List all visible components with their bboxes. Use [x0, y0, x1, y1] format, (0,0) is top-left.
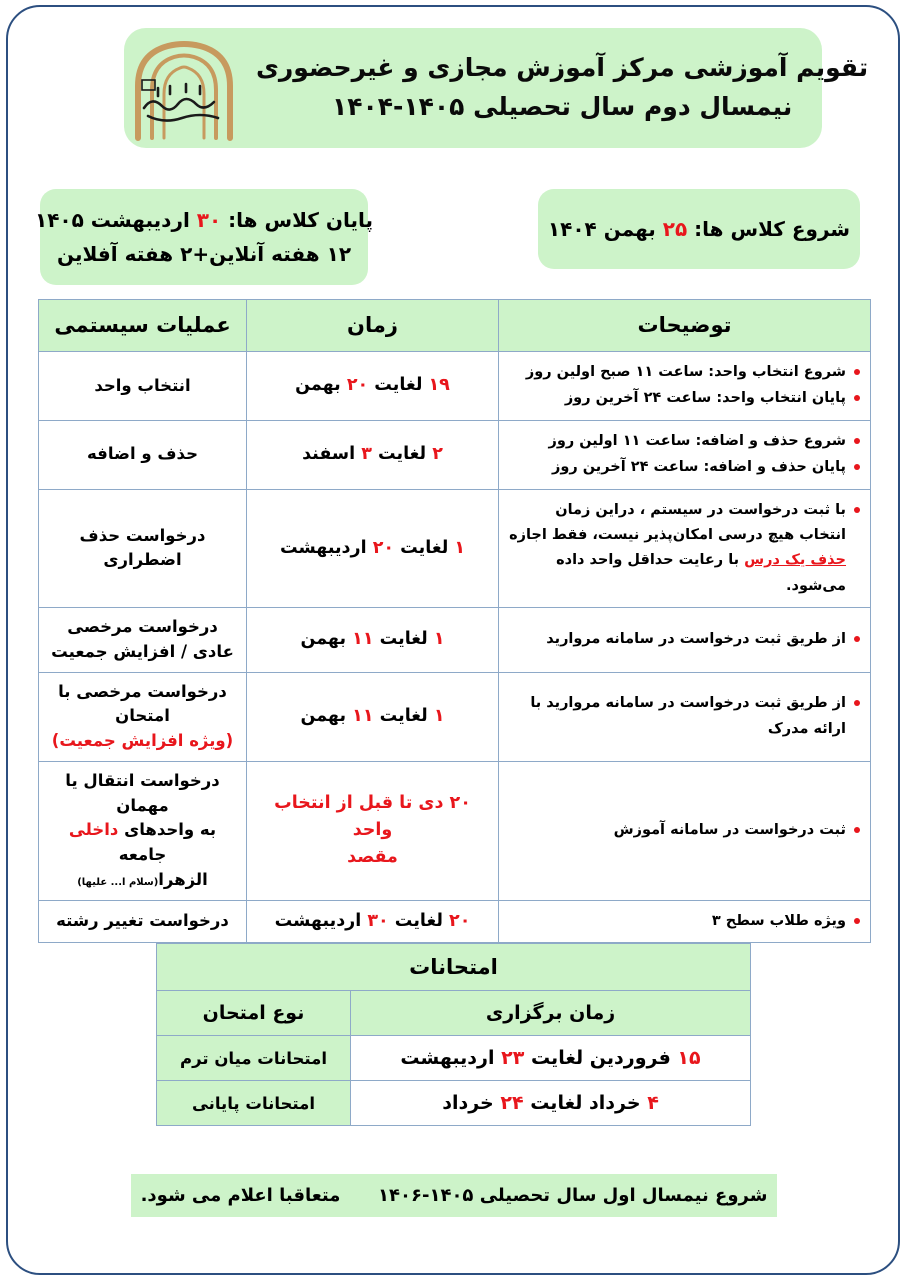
dome-arch-icon: [124, 34, 244, 142]
classes-end-day: ۳۰: [196, 208, 222, 232]
university-logo: [124, 34, 244, 142]
header-banner: [124, 28, 869, 148]
exam-start-day: ۴: [647, 1092, 659, 1114]
list-item: از طریق ثبت درخواست در سامانه مروارید: [507, 627, 862, 652]
classes-end-suffix: اردیبهشت ۱۴۰۵: [34, 208, 197, 232]
time-connector: لغایت: [388, 910, 450, 931]
list-item: پایان حذف و اضافه: ساعت ۲۴ آخرین روز: [507, 455, 862, 480]
operation-line3-main: الزهرا: [158, 869, 208, 889]
time-month: بهمن: [295, 375, 347, 396]
row-description: [499, 420, 871, 489]
footer-note-text: شروع نیمسال اول سال تحصیلی ۱۴۰۵-۱۴۰۶ متعاقبا اعلام می شود.: [140, 1185, 768, 1206]
row-time: [247, 489, 499, 608]
table-row: [39, 900, 871, 942]
exam-connector: خرداد لغایت: [523, 1092, 648, 1114]
time-connector: لغایت: [368, 375, 429, 396]
row-operation: انتخاب واحد: [39, 352, 247, 421]
row-operation: [39, 761, 247, 900]
classes-end-prefix: پایان کلاس ها:: [221, 208, 373, 232]
exams-table: [156, 943, 751, 1126]
header-title-line1: تقویم آموزشی مرکز آموزش مجازی و غیرحضوری: [256, 53, 869, 83]
time-connector: لغایت: [371, 444, 433, 465]
table-row: [39, 672, 871, 761]
row-operation: درخواست حذف اضطراری: [39, 489, 247, 608]
classes-start-prefix: شروع کلاس ها:: [687, 217, 851, 241]
header-operation: عملیات سیستمی: [39, 300, 247, 352]
footer-note-box: [131, 1174, 777, 1217]
system-operations-table: [38, 299, 871, 943]
row-time: [247, 900, 499, 942]
table-header-row: [39, 300, 871, 352]
operation-line2: عادی / افزایش جمعیت: [51, 641, 234, 661]
exam-type: امتحانات میان ترم: [157, 1036, 351, 1081]
operation-line2-post: جامعه: [118, 845, 167, 864]
time-start-day: ۲۰: [449, 910, 471, 931]
table-row: [39, 420, 871, 489]
time-month: بهمن: [300, 629, 353, 650]
table-row: [157, 1036, 751, 1081]
exam-time: [351, 1081, 751, 1126]
classes-week-breakdown: ۱۲ هفته آنلاین+۲ هفته آفلاین: [56, 242, 352, 266]
time-end-day: ۲۰: [372, 537, 395, 558]
row-description: [499, 761, 871, 900]
exam-start-day: ۱۵: [677, 1047, 701, 1069]
operation-line2-note: (ویژه افزایش جمعیت): [51, 731, 234, 750]
classes-start-text: [548, 212, 850, 246]
exams-header-time: زمان برگزاری: [351, 991, 751, 1036]
time-month: بهمن: [300, 706, 353, 727]
exams-header-type: نوع امتحان: [157, 991, 351, 1036]
table-row: [39, 608, 871, 673]
desc-highlight: حذف یک درس: [744, 552, 846, 569]
list-item: پایان انتخاب واحد: ساعت ۲۴ آخرین روز: [507, 386, 862, 411]
operation-line2-highlight: داخلی: [68, 820, 119, 840]
row-time: [247, 420, 499, 489]
list-item: شروع انتخاب واحد: ساعت ۱۱ صبح اولین روز: [507, 360, 862, 385]
operation-line2: [47, 818, 238, 868]
time-start-day: ۱: [454, 537, 466, 558]
time-line1: [255, 790, 490, 844]
time-connector: لغایت: [373, 629, 434, 650]
exam-end-day: ۲۴: [500, 1092, 524, 1114]
operation-line3: [47, 868, 238, 893]
table-row: [157, 1081, 751, 1126]
exam-end-day: ۲۳: [501, 1047, 525, 1069]
operation-line2-pre: به واحدهای: [118, 820, 217, 840]
row-description: [499, 672, 871, 761]
operation-line1: درخواست انتقال یا مهمان: [65, 770, 220, 815]
time-end-day: ۳: [361, 444, 372, 465]
classes-start-suffix: بهمن ۱۴۰۴: [547, 217, 663, 241]
header-title-block: [246, 49, 872, 127]
list-item: ثبت درخواست در سامانه آموزش: [507, 818, 862, 843]
row-time: [247, 352, 499, 421]
row-description: [499, 489, 871, 608]
exam-connector: فروردین لغایت: [524, 1047, 678, 1069]
exam-type: امتحانات پایانی: [157, 1081, 351, 1126]
classes-end-box: [34, 189, 373, 285]
time-start-day: ۱: [433, 629, 445, 650]
row-time: [247, 672, 499, 761]
row-description: [499, 608, 871, 673]
time-start-day: ۲۰: [449, 792, 471, 813]
row-description: [499, 352, 871, 421]
exams-title-row: [157, 944, 751, 991]
table-row: [39, 761, 871, 900]
header-time: زمان: [247, 300, 499, 352]
row-operation: درخواست تغییر رشته: [39, 900, 247, 942]
row-time: [247, 761, 499, 900]
operation-line1: درخواست مرخصی: [67, 617, 218, 636]
list-item: شروع حذف و اضافه: ساعت ۱۱ اولین روز: [507, 429, 862, 454]
time-connector: لغایت: [373, 706, 434, 727]
time-end-day: ۲۰: [346, 375, 369, 396]
row-description: [499, 900, 871, 942]
exam-time: [351, 1036, 751, 1081]
list-item: از طریق ثبت درخواست در سامانه مروارید با ارائه مدرک: [507, 691, 862, 742]
time-month: اردیبهشت: [274, 910, 368, 931]
table-row: [39, 489, 871, 608]
desc-text-part1: با ثبت درخواست در سیستم ، دراین زمان انتخاب هیچ درسی امکان‌پذیر نیست، فقط اجازه: [509, 501, 846, 543]
header-description: توضیحات: [499, 300, 871, 352]
exam-month: اردیبهشت: [400, 1047, 502, 1069]
time-end-day: ۱۱: [352, 706, 374, 727]
exams-header-row: [157, 991, 751, 1036]
operation-line3-honorific: (سلام ا... علیها): [77, 876, 159, 888]
row-operation: [39, 672, 247, 761]
row-time: [247, 608, 499, 673]
list-item: ویژه طلاب سطح ۳: [507, 909, 862, 934]
table-row: [39, 352, 871, 421]
classes-end-text: [35, 203, 373, 237]
time-month: اسفند: [302, 444, 362, 465]
time-end-day: ۱۱: [352, 629, 374, 650]
operation-line1: درخواست مرخصی با امتحان: [58, 681, 227, 726]
time-connector: لغایت: [394, 537, 455, 558]
row-operation: [39, 608, 247, 673]
desc-text-part2: با رعایت حداقل واحد داده می‌شود.: [556, 552, 846, 594]
header-title-line2: نیمسال دوم سال تحصیلی ۱۴۰۵-۱۴۰۴: [331, 92, 793, 121]
time-end-day: ۳۰: [367, 910, 389, 931]
time-line2: مقصد: [347, 847, 398, 868]
exam-month: خرداد: [442, 1092, 501, 1114]
time-start-day: ۲: [432, 444, 443, 465]
time-start-day: ۱۹: [428, 375, 450, 396]
classes-start-day: ۲۵: [662, 217, 688, 241]
time-start-day: ۱: [433, 706, 445, 727]
time-rest: دی تا قبل از انتخاب واحد: [274, 792, 450, 841]
time-month: اردیبهشت: [279, 537, 373, 558]
list-item: [507, 498, 862, 600]
classes-start-box: [538, 189, 860, 269]
exams-title: امتحانات: [157, 944, 751, 991]
row-operation: حذف و اضافه: [39, 420, 247, 489]
